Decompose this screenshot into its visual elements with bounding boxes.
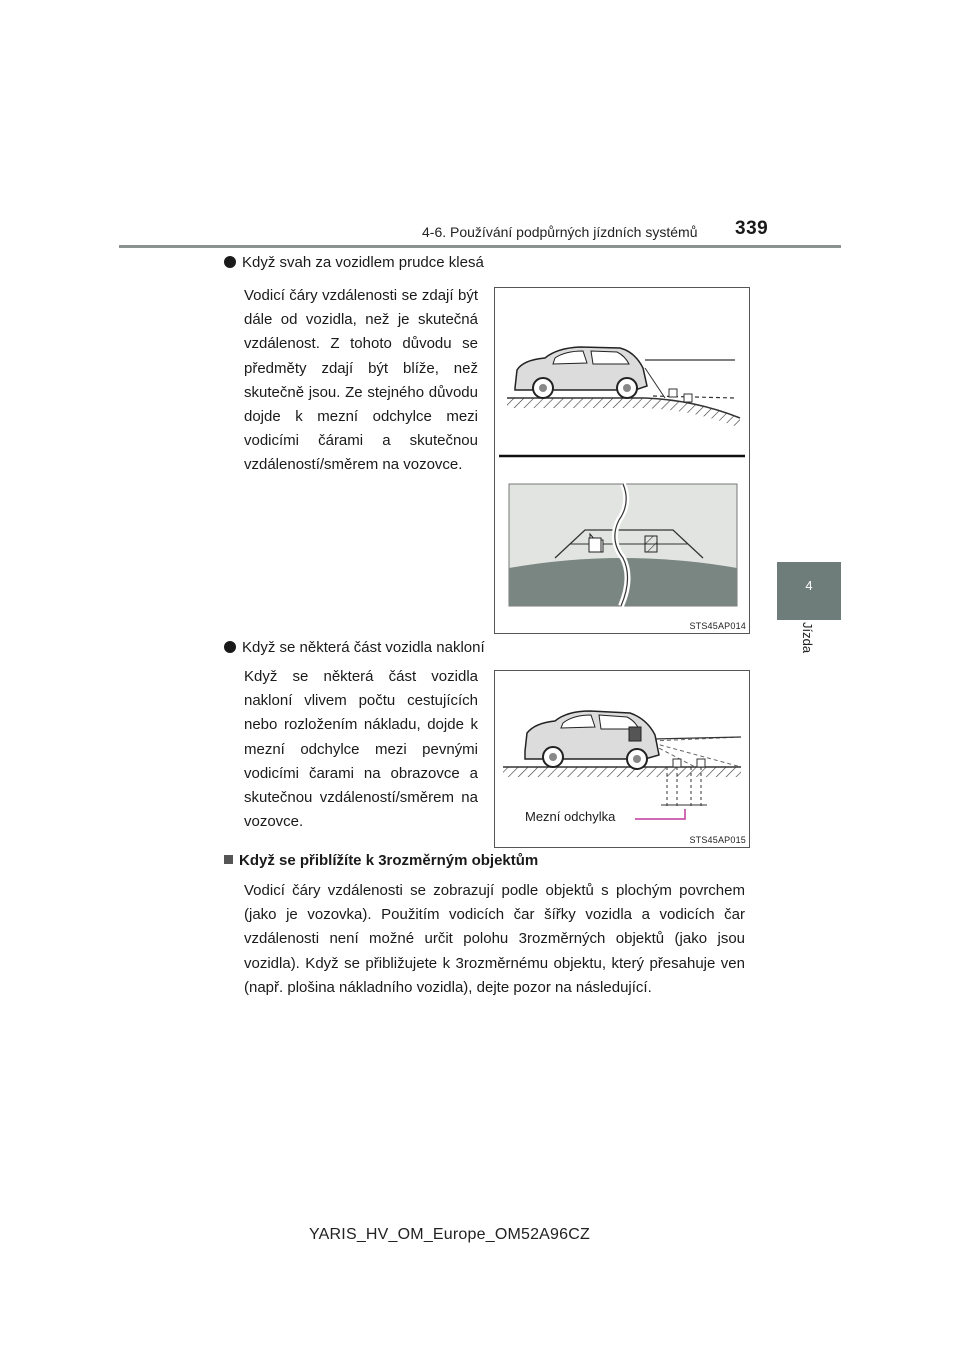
bullet-heading-2: Když se některá část vozidla nakloní bbox=[224, 639, 485, 656]
bullet-text-1: Vodicí čáry vzdálenosti se zdají být dále od vozidla, než je skutečná vzdálenost. Z tohoto důvodu se předměty zdají být blíže, než skutečně jsou. Ze stejného důvodu dojde k mezní odchylce mezi vodicími čárami a skutečnou vzdáleností/směrem na vozovce. bbox=[244, 287, 478, 474]
subsection-heading: Když se přiblížíte k 3rozměrným objektům bbox=[224, 852, 538, 869]
figure-vehicle-tilt bbox=[494, 670, 750, 848]
bullet-text-2: Když se některá část vozidla nakloní vlivem počtu cestujících nebo rozložením nákladu, dojde k mezní odchylce mezi pevnými vodicími čarami na obrazovce a skutečnou vzdáleností/směrem na vozovce. bbox=[244, 668, 478, 831]
chapter-tab bbox=[777, 562, 841, 620]
chapter-number: 4 bbox=[805, 578, 813, 593]
figure-code: STS45AP015 bbox=[689, 835, 746, 845]
chapter-title: Jízda bbox=[800, 622, 815, 654]
document-id: YARIS_HV_OM_Europe_OM52A96CZ bbox=[309, 1226, 590, 1243]
page-number: 339 bbox=[735, 218, 769, 239]
bullet-dot-icon bbox=[224, 256, 236, 268]
bullet-heading-1: Když svah za vozidlem prudce klesá bbox=[224, 254, 484, 271]
figure-slope-down bbox=[494, 287, 750, 634]
section-title: 4-6. Používání podpůrných jízdních systémů bbox=[422, 224, 698, 240]
square-bullet-icon bbox=[224, 855, 233, 864]
figure-code: STS45AP014 bbox=[689, 621, 746, 631]
header-rule bbox=[119, 245, 841, 248]
figure-label: Mezní odchylka bbox=[525, 809, 616, 824]
bullet-dot-icon bbox=[224, 641, 236, 653]
slope-illustration bbox=[495, 288, 749, 633]
subsection-text: Vodicí čáry vzdálenosti se zobrazují podle objektů s plochým povrchem (jako je vozovka). Použitím vodicích čar šířky vozidla a vodicích čar vzdálenosti není možné určit polohu 3rozměrných objektů (jako jsou vozidla). Když se přibližujete k 3rozměrnému objektu, který přesahuje ven (např. plošina nákladního vozidla), dejte pozor na následující. bbox=[244, 882, 745, 996]
